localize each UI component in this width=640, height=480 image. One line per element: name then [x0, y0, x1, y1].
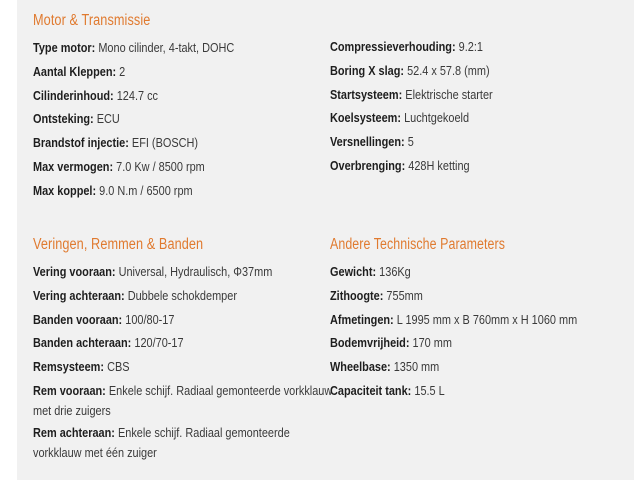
spec-value: Mono cilinder, 4-takt, DOHC: [98, 40, 235, 55]
spec-label: Max vermogen:: [33, 158, 114, 174]
andere-section-title: Andere Technische Parameters: [330, 236, 506, 253]
spec-row: [330, 59, 582, 83]
spec-label: Zithoogte:: [330, 287, 384, 303]
spec-value: 15.5 L: [414, 382, 445, 398]
spec-row: [33, 107, 285, 131]
spec-value: 5: [407, 134, 414, 150]
spec-value: 100/80-17: [125, 311, 175, 327]
spec-value: 170 mm: [412, 335, 452, 351]
spec-row: [330, 106, 582, 130]
spec-label: Vering vooraan:: [33, 264, 116, 279]
spec-row: [33, 179, 285, 203]
spec-row: [33, 36, 285, 60]
spec-value: EFI (BOSCH): [131, 135, 199, 151]
spec-row-continuation: [33, 442, 285, 463]
spec-row: [330, 35, 582, 59]
spec-label: Startsysteem:: [330, 86, 403, 102]
spec-label: Versnellingen:: [330, 134, 405, 150]
spec-value: CBS: [107, 359, 130, 375]
spec-label: Banden vooraan:: [33, 311, 123, 327]
spec-label: Afmetingen:: [330, 311, 394, 327]
spec-row: [33, 331, 285, 355]
spec-value: Dubbele schokdemper: [127, 287, 237, 303]
spec-value: L 1995 mm x B 760mm x H 1060 mm: [396, 311, 578, 327]
spec-value: Elektrische starter: [405, 86, 493, 102]
spec-row: [330, 308, 582, 332]
motor-section-left: [33, 10, 333, 203]
spec-row: [33, 260, 285, 284]
spec-row: [33, 421, 290, 444]
spec-value: 136Kg: [379, 264, 411, 279]
spec-row: [33, 84, 285, 108]
spec-label: Max koppel:: [33, 182, 97, 198]
spec-row: [330, 130, 582, 154]
spec-row: [33, 60, 285, 84]
spec-value: 120/70-17: [134, 335, 184, 351]
spec-row: [330, 83, 582, 107]
spec-row: [33, 379, 333, 402]
veringen-section: [33, 234, 333, 463]
spec-value: 9.2:1: [458, 39, 483, 54]
spec-label: Vering achteraan:: [33, 287, 125, 303]
motor-section-title: Motor & Transmissie: [33, 12, 151, 29]
spec-label: Banden achteraan:: [33, 335, 132, 351]
spec-label: Capaciteit tank:: [330, 382, 412, 398]
spec-label: Koelsysteem:: [330, 110, 402, 126]
spec-row: [33, 131, 285, 155]
spec-value: Universal, Hydraulisch, Φ37mm: [118, 264, 273, 279]
spec-row: [330, 284, 582, 308]
spec-label: Bodemvrijheid:: [330, 335, 410, 351]
veringen-section-title: Veringen, Remmen & Banden: [33, 236, 204, 253]
spec-value: 1350 mm: [393, 359, 440, 375]
spec-label: Rem achteraan:: [33, 424, 115, 440]
spec-row: [33, 308, 285, 332]
spec-value: 2: [119, 63, 126, 79]
spec-label: Aantal Kleppen:: [33, 63, 117, 79]
spec-value: 124.7 cc: [116, 87, 159, 103]
andere-section: [330, 234, 630, 403]
spec-label: Overbrenging:: [330, 157, 406, 173]
spec-value: Enkele schijf. Radiaal gemonteerde: [117, 424, 290, 440]
spec-label: Ontsteking:: [33, 111, 94, 127]
spec-label: Type motor:: [33, 40, 96, 55]
spec-value: 52.4 x 57.8 (mm): [407, 62, 490, 78]
spec-label: Boring X slag:: [330, 62, 405, 78]
spec-label: Cilinderinhoud:: [33, 87, 114, 103]
spec-row: [33, 155, 285, 179]
spec-row: [33, 284, 285, 308]
spec-value: Luchtgekoeld: [404, 110, 470, 126]
motor-section-right: [330, 35, 630, 178]
spec-value: 428H ketting: [408, 157, 470, 173]
spec-row: [330, 260, 582, 284]
spec-row: [330, 154, 582, 178]
spec-row-continuation: [33, 400, 285, 421]
spec-value-continuation: vorkklauw met één zuiger: [33, 444, 157, 460]
spec-label: Rem vooraan:: [33, 382, 106, 398]
spec-row: [330, 379, 582, 403]
spec-value: Enkele schijf. Radiaal gemonteerde vorkklauw: [108, 382, 333, 398]
spec-row: [330, 355, 582, 379]
spec-row: [33, 355, 285, 379]
spec-row: [330, 331, 582, 355]
spec-label: Gewicht:: [330, 264, 377, 279]
spec-value-continuation: met drie zuigers: [33, 402, 111, 418]
spec-value: ECU: [96, 111, 120, 127]
spec-panel: [17, 0, 634, 480]
spec-value: 755mm: [386, 287, 423, 303]
spec-label: Compressieverhouding:: [330, 39, 456, 54]
spec-label: Brandstof injectie:: [33, 135, 129, 151]
spec-value: 9.0 N.m / 6500 rpm: [99, 182, 193, 198]
spec-value: 7.0 Kw / 8500 rpm: [116, 158, 205, 174]
spec-label: Wheelbase:: [330, 359, 391, 375]
spec-label: Remsysteem:: [33, 359, 105, 375]
